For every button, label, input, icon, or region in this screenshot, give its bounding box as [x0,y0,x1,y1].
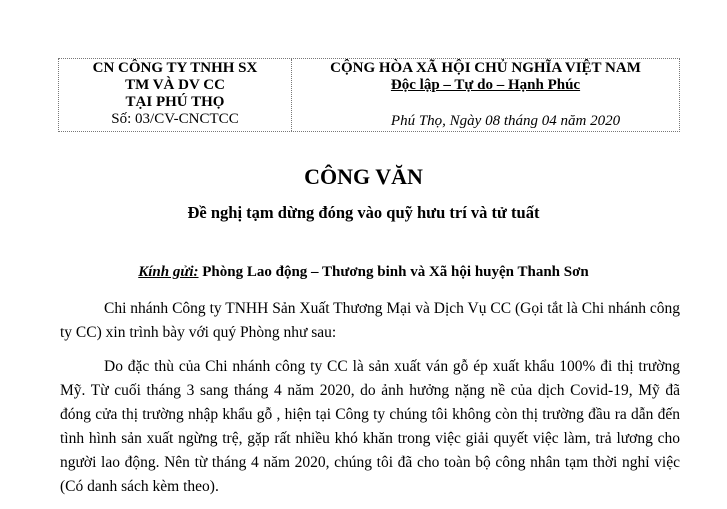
body-paragraph-2: Do đặc thù của Chi nhánh công ty CC là sản xuất ván gỗ ép xuất khẩu 100% đi thị trường Mỹ. Từ cuối tháng 3 sang tháng 4 năm 2020, do ảnh hưởng nặng nề của dịch Covid-19, Mỹ đã đóng cửa thị trường nhập khẩu gỗ , hiện tại Công ty chúng tôi không còn thị trường đầu ra dẫn đến tình hình sản xuất ngừng trệ, gặp rất nhiều khó khăn trong việc giải quyết việc làm, trả lương cho người lao động. Nên từ tháng 4 năm 2020, chúng tôi đã cho toàn bộ công nhân tạm thời nghỉ việc (Có danh sách kèm theo). [60,358,680,495]
recipient-line [0,264,727,281]
national-motto: Độc lập – Tự do – Hạnh Phúc [390,77,581,93]
company-location: TẠI PHÚ THỌ [125,94,225,110]
national-title: CỘNG HÒA XÃ HỘI CHỦ NGHĨA VIỆT NAM [330,60,641,76]
body-paragraph-1: Chi nhánh Công ty TNHH Sản Xuất Thương Mại và Dịch Vụ CC (Gọi tắt là Chi nhánh công ty CC) xin trình bày với quý Phòng như sau: [60,300,680,341]
national-block [292,59,679,132]
document-body [60,297,680,509]
document-type-title: CÔNG VĂN [304,164,423,189]
company-name-line1: CN CÔNG TY TNHH SX [92,60,258,76]
company-block [59,59,292,131]
place-date: Phú Thọ, Ngày 08 tháng 04 năm 2020 [390,113,621,129]
recipient-label: Kính gửi: [138,264,199,280]
recipient-name: Phòng Lao động – Thương binh và Xã hội huyện Thanh Sơn [198,264,589,280]
company-name-line2: TM VÀ DV CC [125,77,225,93]
document-header [58,58,680,132]
document-subject: Đề nghị tạm dừng đóng vào quỹ hưu trí và tử tuất [187,203,540,222]
document-number: Số: 03/CV-CNCTCC [111,111,239,127]
